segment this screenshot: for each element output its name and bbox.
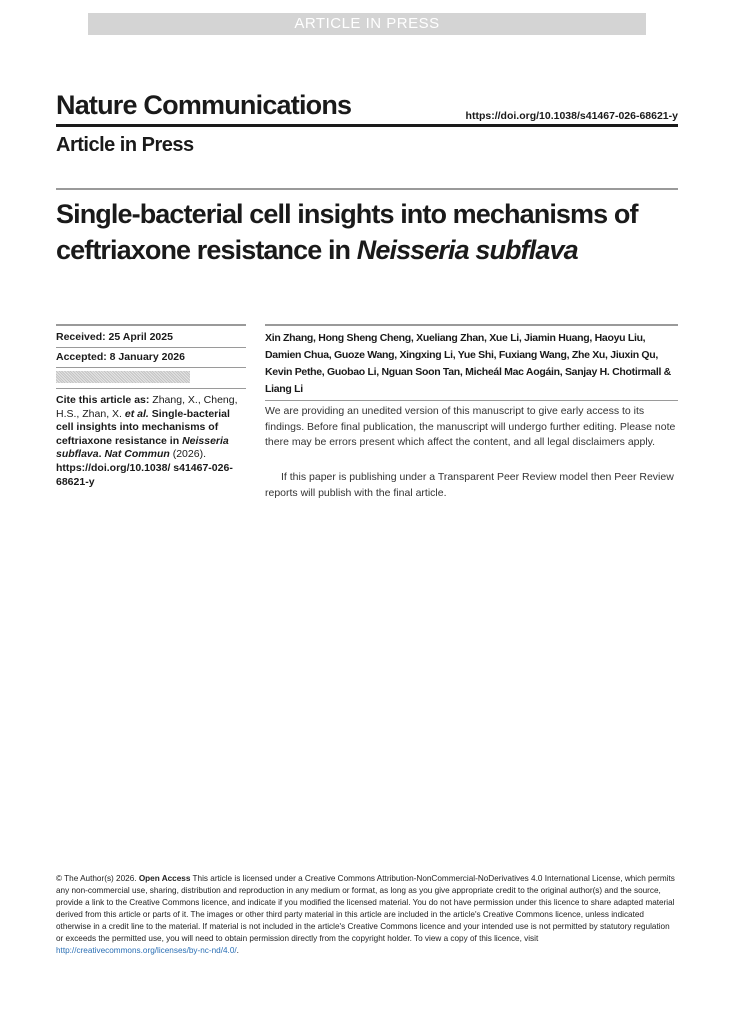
title-rule: [56, 188, 678, 190]
early-access-notice: We are providing an unedited version of this manuscript to give early access to its findings. Before final publication, the manuscript will undergo further editing. Please note there may be errors present which affect the content, and all legal disclaimers apply.: [265, 405, 676, 448]
citation-dot: .: [98, 448, 105, 461]
citation-block: [56, 394, 246, 489]
received-date: Received: 25 April 2025: [56, 331, 173, 343]
notice-rule: [265, 400, 678, 401]
peer-review-notice: If this paper is publishing under a Transparent Peer Review model then Peer Review reports will publish with the final article.: [265, 471, 674, 499]
license-statement: [56, 873, 678, 957]
open-access-label: Open Access: [138, 874, 191, 883]
title-species: Neisseria subflava: [356, 235, 578, 265]
license-link[interactable]: http://creativecommons.org/licenses/by-nc-nd/4.0/: [56, 946, 237, 955]
article-title: [56, 196, 678, 268]
title-main: Single-bacterial cell insights into mechanisms of ceftriaxone resistance in: [56, 199, 638, 265]
meta-divider: [56, 388, 246, 389]
meta-divider: [56, 367, 246, 368]
citation-etal: et al.: [124, 407, 149, 420]
author-list: Xin Zhang, Hong Sheng Cheng, Xueliang Zhan, Xue Li, Jiamin Huang, Haoyu Liu, Damien Chua, Guoze Wang, Xingxing Li, Yue Shi, Fuxiang Wang, Zhe Xu, Jiuxin Qu, Kevin Pethe, Guobao Li, Nguan Soon Tan, Micheál Mac Aogáin, Sanjay H. Chotirmall & Liang Li: [265, 332, 671, 395]
doi-link-header[interactable]: https://doi.org/10.1038/s41467-026-68621-y: [465, 110, 678, 122]
license-end: .: [236, 946, 239, 955]
citation-year: (2026).: [169, 448, 206, 461]
citation-species: Neisseria subflava: [56, 434, 229, 461]
citation-title: Single-bacterial cell insights into mechanisms of ceftriaxone resistance in: [56, 407, 230, 447]
accepted-date: Accepted: 8 January 2026: [56, 351, 185, 363]
citation-lead: Cite this article as:: [56, 394, 150, 406]
citation-journal: Nat Commun: [104, 448, 170, 461]
citation-authors: Zhang, X., Cheng, H.S., Zhan, X.: [56, 394, 238, 420]
meta-divider: [56, 347, 246, 348]
meta-rule: [56, 324, 246, 326]
redacted-field: [56, 371, 190, 383]
license-body: This article is licensed under a Creative Commons Attribution-NonCommercial-NoDerivatives 4.0 International License, which permits any non-commercial use, sharing, distribution and reproduction in any medium or format, as long as you give appropriate credit to the original author(s) and the source, provide a link to the Creative Commons licence, and indicate if you modified the licensed material. You do not have permission under this licence to share adapted material derived from this article or parts of it. The images or other third party material in this article are included in the article's Creative Commons licence, unless indicated otherwise in a credit line to the material. If material is not included in the article's Creative Commons licence and your intended use is not permitted by statutory regulation or exceeds the permitted use, you will need to obtain permission directly from the copyright holder. To view a copy of this licence, visit: [56, 874, 675, 943]
license-prefix: © The Author(s) 2026.: [56, 874, 139, 883]
article-in-press-banner: ARTICLE IN PRESS: [88, 13, 646, 35]
authors-rule: [265, 324, 678, 326]
header-rule: [56, 124, 678, 127]
article-status: Article in Press: [56, 134, 194, 156]
journal-name: Nature Communications: [56, 90, 352, 120]
citation-doi[interactable]: https://doi.org/10.1038/ s41467-026-68621-y: [56, 461, 233, 488]
